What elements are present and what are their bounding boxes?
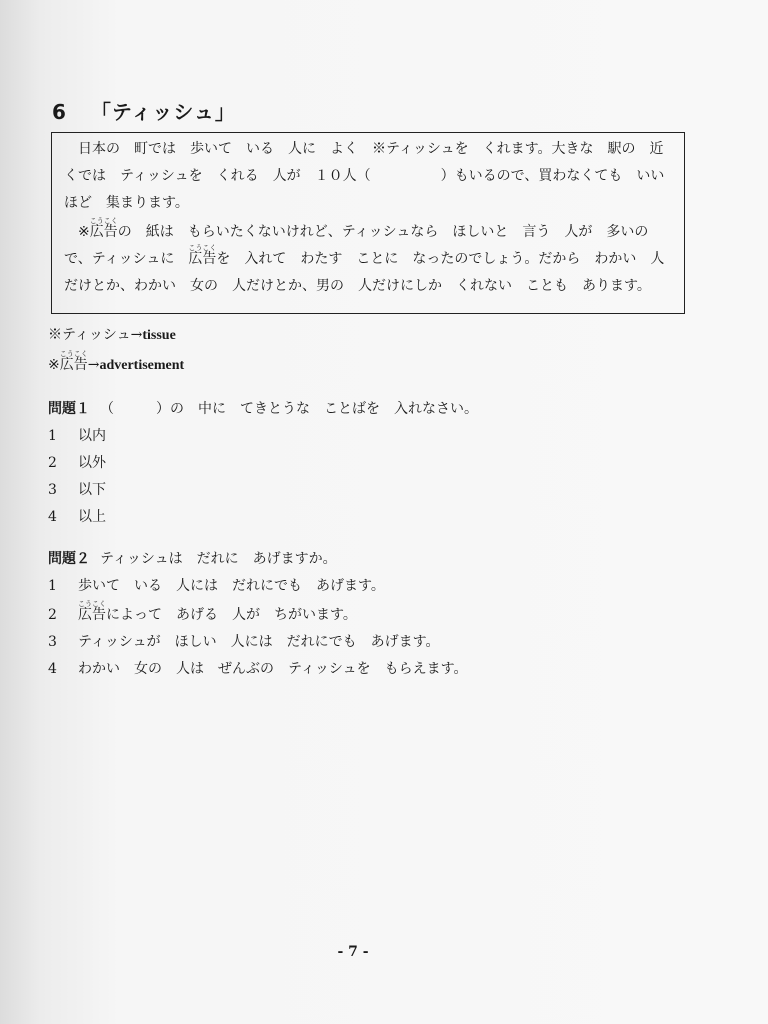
page-number: - 7 -: [337, 944, 369, 960]
question-1-prompt: [48, 396, 478, 423]
question-text: ティッシュは だれに あげますか。: [100, 551, 337, 567]
note-item: ※ティッシュ→tissue: [48, 327, 176, 343]
furigana-word: 広告こうこく: [59, 350, 88, 373]
answer-option: 2 以外: [48, 455, 106, 471]
section-heading: 「ティッシュ」: [90, 100, 236, 124]
answer-option: 4 以上: [48, 509, 106, 525]
section-number: 6: [52, 100, 67, 124]
passage-text: を 入れて わたす ことに なったのでしょう。だから わかい 人だけとか、わかい 女の 人だけとか、男の 人だけにしか くれない ことも あります。: [64, 251, 665, 294]
furigana-word: 広告こうこく: [188, 244, 217, 267]
section-title: [52, 96, 236, 125]
answer-option: 3 以下: [48, 482, 106, 498]
answer-option: 4 わかい 女の 人は ぜんぶの ティッシュを もらえます。: [48, 661, 468, 677]
question-label: 問題２: [48, 551, 90, 567]
note-english: tissue: [142, 328, 176, 343]
furigana-word: 広告こうこく: [78, 600, 106, 623]
passage-text: ※: [78, 224, 90, 240]
question-label: 問題１: [48, 401, 90, 417]
furigana-reading: こうこく: [89, 217, 118, 225]
answer-option: 2 広告こうこくによって あげる 人が ちがいます。: [48, 600, 357, 623]
passage-paragraph-1: 日本の 町では 歩いて いる 人に よく ※ティッシュを くれます。大きな 駅の 近くでは ティッシュを くれる 人が １０人（ ）もいるので、買わなくても いいほど 集まります。: [64, 141, 665, 211]
passage-text: の 紙は もらいたくないけれど、ティッシュなら ほしいと 言う 人が 多いので、ティッシュに: [64, 224, 649, 267]
question-text: （ ）の 中に てきとうな ことばを 入れなさい。: [100, 401, 478, 417]
note-item: ※広告こうこく→advertisement: [48, 350, 185, 373]
furigana-reading: こうこく: [59, 350, 88, 358]
furigana-word: 広告こうこく: [89, 217, 118, 240]
note-english: advertisement: [99, 358, 185, 373]
answer-option: 1 歩いて いる 人には だれにでも あげます。: [48, 578, 385, 594]
question-2: [48, 546, 467, 683]
furigana-reading: こうこく: [78, 600, 106, 608]
answer-option: 3 ティッシュが ほしい 人には だれにでも あげます。: [48, 634, 440, 650]
question-2-prompt: [48, 546, 467, 573]
reading-passage: [51, 132, 685, 314]
vocabulary-notes: [48, 321, 184, 380]
answer-option: 1 以内: [48, 428, 106, 444]
furigana-reading: こうこく: [188, 244, 217, 252]
passage-paragraph-2: [64, 217, 674, 300]
question-1: [48, 396, 478, 531]
